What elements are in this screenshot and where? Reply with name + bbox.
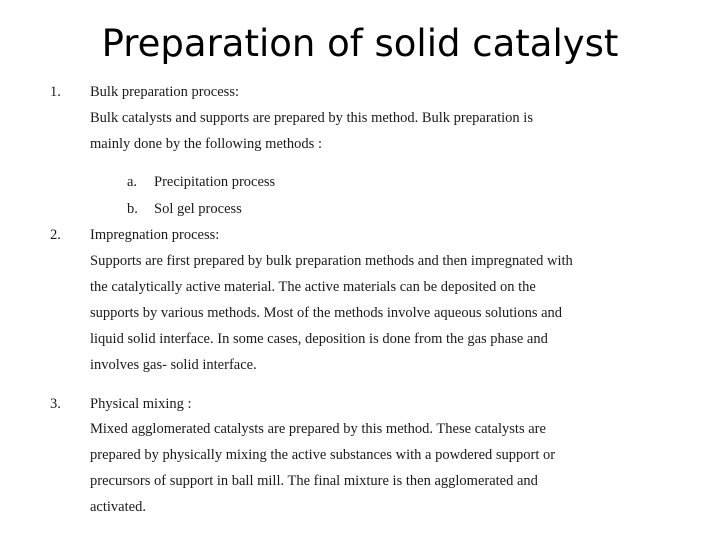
section-number: 2. bbox=[50, 227, 61, 243]
paragraph-line: prepared by physically mixing the active substances with a powdered support or bbox=[90, 447, 556, 463]
section-number: 1. bbox=[50, 84, 61, 100]
section-heading: Physical mixing : bbox=[90, 396, 192, 412]
sub-item-letter: a. bbox=[127, 174, 138, 190]
section-heading: Bulk preparation process: bbox=[90, 84, 239, 100]
sub-item-letter: b. bbox=[127, 201, 138, 217]
section-number: 3. bbox=[50, 396, 61, 412]
paragraph-line: Mixed agglomerated catalysts are prepared by this method. These catalysts are bbox=[90, 421, 546, 437]
paragraph-line: precursors of support in ball mill. The final mixture is then agglomerated and bbox=[90, 473, 538, 489]
paragraph-line: involves gas- solid interface. bbox=[90, 357, 257, 373]
paragraph-line: mainly done by the following methods : bbox=[90, 136, 322, 152]
paragraph-line: Bulk catalysts and supports are prepared by this method. Bulk preparation is bbox=[90, 110, 533, 126]
sub-item-text: Sol gel process bbox=[154, 201, 242, 217]
paragraph-line: Supports are first prepared by bulk preparation methods and then impregnated with bbox=[90, 253, 573, 269]
paragraph-line: supports by various methods. Most of the methods involve aqueous solutions and bbox=[90, 305, 563, 321]
slide-title: Preparation of solid catalyst bbox=[101, 22, 619, 65]
paragraph-line: liquid solid interface. In some cases, deposition is done from the gas phase and bbox=[90, 331, 548, 347]
section-heading: Impregnation process: bbox=[90, 227, 220, 243]
paragraph-line: the catalytically active material. The active materials can be deposited on the bbox=[90, 279, 536, 295]
sub-item-text: Precipitation process bbox=[154, 174, 276, 190]
paragraph-line: activated. bbox=[90, 499, 146, 515]
